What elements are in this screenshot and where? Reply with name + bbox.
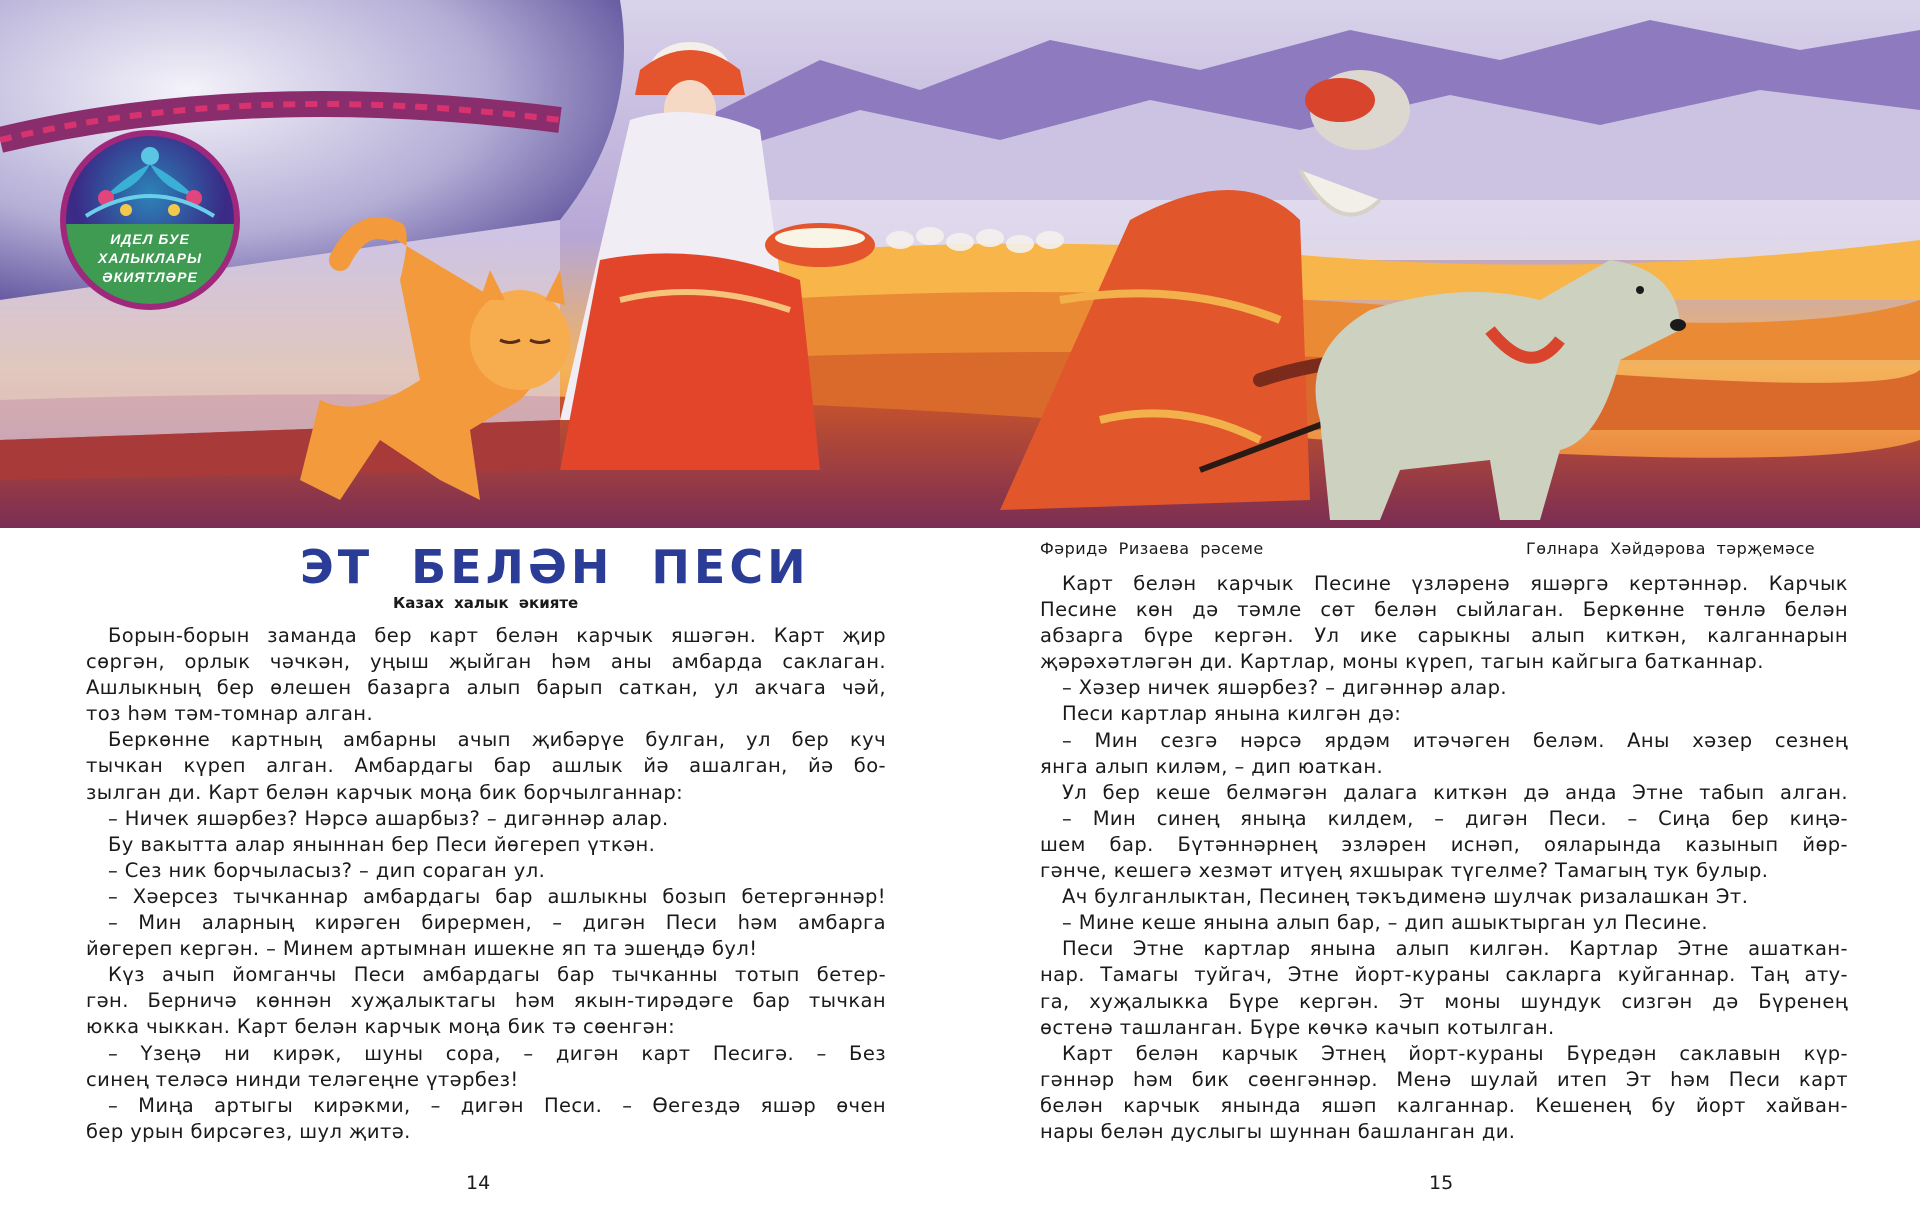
text-line: Песи картлар янына килгән дә:: [1062, 702, 1402, 726]
text-line: синең теләсә нинди теләгеңне үтәрбез!: [86, 1067, 519, 1091]
text-line: Ач булганлыктан, Песинең тәкъдименә шулчак ризалашкан Эт.: [1062, 885, 1749, 909]
text-line: абзарга бүре кергән. Ул ике сарыкны алып киткән, калганнарын: [1040, 624, 1848, 648]
peacock-icon: [66, 136, 234, 236]
text-line: сөргән, орлык чәчкән, уңыш җыйган һәм аны амбарда саклаган.: [86, 650, 886, 674]
story-title: ЭТ БЕЛӘН ПЕСИ: [300, 540, 810, 594]
story-subtitle: Казах халык әкияте: [393, 594, 579, 612]
text-line: юкка чыккан. Карт белән карчык моңа бик тә сөенгән:: [86, 1015, 676, 1039]
text-line: – Мин сезгә нәрсә ярдәм итәчәген беләм. Аны хәзер сезнең: [1062, 728, 1848, 752]
text-line: – Мин синең яныңа килдем, – дигән Песи. – Сиңа бер киңә-: [1062, 806, 1848, 830]
illustrator-credit: Фәридә Ризаева рәсеме: [1040, 539, 1264, 558]
right-page-text: [1040, 571, 1848, 1145]
text-line: өстенә ташланган. Бүре көчкә качып котылган.: [1040, 1015, 1555, 1039]
text-line: – Сез ник борчыласыз? – дип сораган ул.: [108, 858, 546, 882]
text-line: га, хуҗалыкка Бүре кергән. Эт моны шундук сизгән дә Бүренең: [1040, 989, 1848, 1013]
story-illustration: [0, 0, 1920, 528]
text-line: Ашлыкның бер өлешен базарга алып барып саткан, ул акчага чәй,: [86, 676, 886, 700]
text-line: янга алып киләм, – дип юаткан.: [1040, 754, 1384, 778]
illustration-scene: [0, 0, 1920, 528]
text-line: гәннәр һәм бик сөенгәннәр. Менә шулай итеп Эт һәм Песи карт: [1040, 1067, 1848, 1091]
badge-line-3: ӘКИЯТЛӘРЕ: [102, 269, 198, 285]
text-line: җәрәхәтләгән ди. Картлар, моны күреп, тагын кайгыга батканнар.: [1040, 650, 1764, 674]
text-line: Песине көн дә тәмле сөт белән сыйлаган. Беркөнне төнлә белән: [1040, 598, 1848, 622]
text-line: – Мине кеше янына алып бар, – дип ашыктырган ул Песине.: [1062, 911, 1708, 935]
series-badge: [60, 130, 240, 310]
text-line: – Ничек яшәрбез? Нәрсә ашарбыз? – дигәннәр алар.: [108, 806, 669, 830]
badge-line-1: ИДЕЛ БУЕ: [110, 231, 190, 247]
text-line: Песи Этне картлар янына алып килгән. Картлар Этне ашаткан-: [1062, 937, 1848, 961]
page-number-left: 14: [466, 1172, 491, 1194]
text-line: тычкан күреп алган. Амбардагы бар ашлык йә ашалган, йә бо-: [86, 754, 886, 778]
text-line: – Үзеңә ни кирәк, шуны сора, – дигән карт Песигә. – Без: [108, 1041, 886, 1065]
page-number-right: 15: [1429, 1172, 1454, 1194]
badge-text: [66, 224, 234, 310]
text-line: Борын-борын заманда бер карт белән карчык яшәгән. Карт җир: [108, 624, 886, 647]
text-line: Бу вакытта алар яныннан бер Песи йөгереп үткән.: [108, 832, 656, 856]
text-line: Карт белән карчык Этнең йорт-кураны Бүредән саклавын күр-: [1062, 1041, 1848, 1065]
badge-line-2: ХАЛЫКЛАРЫ: [98, 250, 202, 266]
left-page-text: [86, 623, 886, 1145]
text-line: Ул бер кеше белмәгән далага киткән дә анда Этне табып алган.: [1062, 780, 1848, 804]
text-line: йөгереп кергән. – Минем артымнан ишекне яп та эшеңдә бул!: [86, 937, 758, 961]
text-line: гән. Берничә көннән хуҗалыктагы һәм якын-тирәдәге бар тычкан: [86, 989, 886, 1013]
text-line: гәнче, кешегә хезмәт итүең яхшырак түгелме? Тамагың тук булыр.: [1040, 859, 1769, 883]
text-line: – Мин аларның кирәген бирермен, – дигән Песи һәм амбарга: [108, 911, 886, 935]
translator-credit: Гөлнара Хәйдәрова тәрҗемәсе: [1526, 539, 1816, 558]
text-line: – Хәзер ничек яшәрбез? – дигәннәр алар.: [1062, 676, 1508, 700]
text-line: шем бар. Бүтәннәрнең эзләрен иснәп, ояларында казынып йөр-: [1040, 832, 1848, 856]
text-line: Күз ачып йомганчы Песи амбардагы бар тычканны тотып бетер-: [108, 963, 886, 987]
text-line: Карт белән карчык Песине үзләренә яшәргә кертәннәр. Карчык: [1062, 572, 1848, 595]
text-line: бер урын бирсәгез, шул җитә.: [86, 1119, 411, 1143]
text-line: нары белән дуслыгы шуннан башланган ди.: [1040, 1119, 1516, 1143]
text-line: Беркөнне картның амбарны ачып җибәрүе булган, ул бер куч: [108, 728, 886, 752]
text-line: нар. Тамагы туйгач, Этне йорт-кураны сакларга куйганнар. Таң ату-: [1040, 963, 1848, 987]
text-line: – Миңа артыгы кирәкми, – дигән Песи. – Өегездә яшәр өчен: [108, 1093, 886, 1117]
text-line: тоз һәм тәм-томнар алган.: [86, 702, 374, 726]
text-line: белән карчык янында яшәп калганнар. Кешенең бу йорт хайван-: [1040, 1093, 1848, 1117]
text-line: – Хәерсез тычканнар амбардагы бар ашлыкны бозып бетергәннәр!: [108, 884, 886, 908]
text-line: зылган ди. Карт белән карчык моңа бик борчылганнар:: [86, 780, 684, 804]
